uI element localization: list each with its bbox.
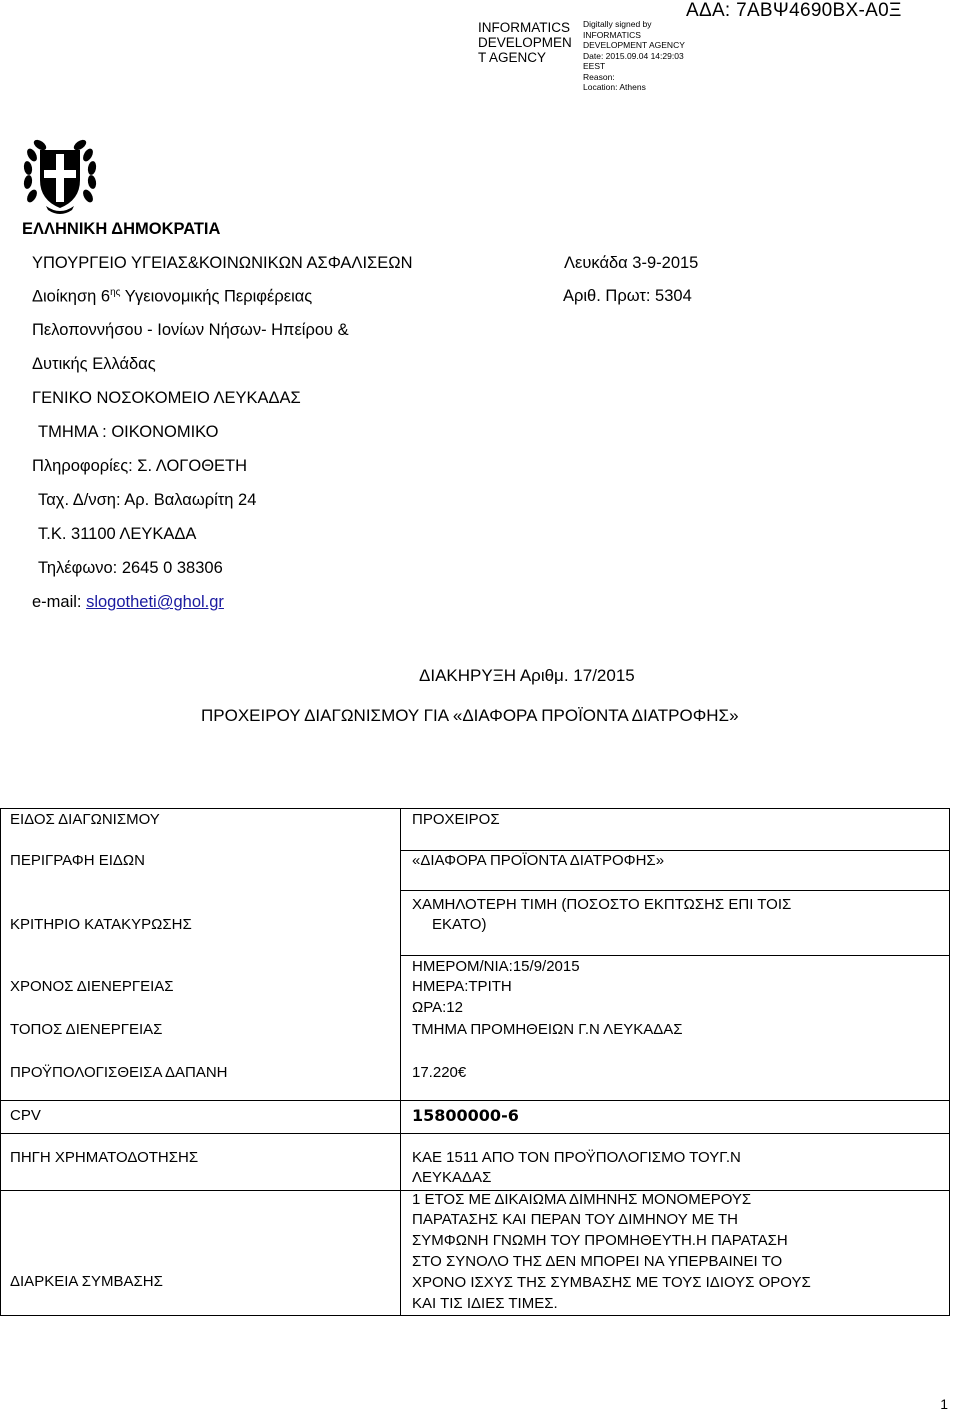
tender-day-value: ΗΜΕΡΑ:ΤΡΙΤΗ [412, 978, 512, 995]
protocol-number: Αριθ. Πρωτ: 5304 [563, 287, 692, 305]
ministry-name: ΥΠΟΥΡΓΕΙΟ ΥΓΕΙΑΣ&ΚΟΙΝΩΝΙΚΩΝ ΑΣΦΑΛΙΣΕΩΝ [32, 254, 413, 272]
email-label: e-mail: [32, 593, 87, 611]
email-line [32, 593, 224, 612]
department-name: ΤΜΗΜΑ : ΟΙΚΟΝΟΜΙΚΟ [38, 423, 219, 441]
budget-label: ΠΡΟΫΠΟΛΟΓΙΣΘΕΙΣΑ ΔΑΠΑΝΗ [10, 1064, 228, 1081]
tender-hour-value: ΩΡΑ:12 [412, 999, 463, 1016]
signature-meta-line: DEVELOPMENT AGENCY [583, 40, 685, 50]
signature-meta-line: Location: Athens [583, 82, 646, 92]
administration-suffix: Υγειονομικής Περιφέρειας [120, 287, 313, 306]
signature-meta-line: INFORMATICS [583, 29, 641, 40]
contract-duration-line: ΣΥΜΦΩΝΗ ΓΝΩΜΗ ΤΟΥ ΠΡΟΜΗΘΕΥΤΗ.Η ΠΑΡΑΤΑΣΗ [412, 1232, 788, 1249]
email-link[interactable]: slogotheti@ghol.gr [86, 593, 224, 611]
postal-address: Ταχ. Δ/νση: Αρ. Βαλαωρίτη 24 [38, 491, 257, 509]
signature-meta-line: Date: 2015.09.04 14:29:03 [583, 50, 684, 61]
signature-metadata [583, 19, 685, 93]
tender-place-label: ΤΟΠΟΣ ΔΙΕΝΕΡΓΕΙΑΣ [10, 1021, 163, 1038]
page-number: 1 [940, 1396, 948, 1412]
signer-org-line: DEVELOPMEN [478, 35, 572, 50]
tender-title: ΠΡΟΧΕΙΡΟΥ ΔΙΑΓΩΝΙΣΜΟΥ ΓΙΑ «ΔΙΑΦΟΡΑ ΠΡΟΪΟΝΤΑ ΔΙΑΤΡΟΦΗΣ» [201, 706, 739, 725]
contact-info: Πληροφορίες: Σ. ΛΟΓΟΘΕΤΗ [32, 457, 248, 475]
contract-duration-line: ΣΤΟ ΣΥΝΟΛΟ ΤΗΣ ΔΕΝ ΜΠΟΡΕΙ ΝΑ ΥΠΕΡΒΑΙΝΕΙ ΤΟ [412, 1253, 783, 1270]
funding-source-value-2: ΛΕΥΚΑΔΑΣ [412, 1169, 492, 1186]
table-row-divider [400, 955, 950, 956]
signature-meta-line: EEST [583, 61, 606, 71]
budget-value: 17.220€ [412, 1064, 467, 1081]
table-row-divider [0, 1100, 950, 1101]
award-criterion-value-2: ΕΚΑΤΟ) [432, 916, 487, 933]
signature-meta-line: Digitally signed by [583, 19, 652, 29]
ada-code: ΑΔΑ: 7ΑΒΨ4690ΒΧ-Α0Ξ [686, 0, 902, 21]
item-description-value: «ΔΙΑΦΟΡΑ ΠΡΟΪΟΝΤΑ ΔΙΑΤΡΟΦΗΣ» [412, 852, 665, 869]
contract-duration-line: ΚΑΙ ΤΙΣ ΙΔΙΕΣ ΤΙΜΕΣ. [412, 1295, 558, 1312]
region-line-2: Δυτικής Ελλάδας [32, 355, 156, 373]
administration-superscript: ης [110, 287, 121, 298]
table-column-divider [400, 808, 401, 1316]
signer-org-line: INFORMATICS [478, 20, 570, 35]
award-criterion-value-1: ΧΑΜΗΛΟΤΕΡΗ ΤΙΜΗ (ΠΟΣΟΣΤΟ ΕΚΠΤΩΣΗΣ ΕΠΙ ΤΟΙΣ [412, 896, 792, 913]
award-criterion-label: ΚΡΙΤΗΡΙΟ ΚΑΤΑΚΥΡΩΣΗΣ [10, 916, 192, 933]
funding-source-value-1: ΚΑΕ 1511 ΑΠΟ ΤΟΝ ΠΡΟΫΠΟΛΟΓΙΣΜΟ ΤΟΥΓ.Ν [412, 1149, 741, 1166]
contract-duration-label: ΔΙΑΡΚΕΙΑ ΣΥΜΒΑΣΗΣ [10, 1273, 163, 1290]
signature-meta-line: Reason: [583, 71, 615, 82]
declaration-number: ΔΙΑΚΗΡΥΞΗ Αριθμ. 17/2015 [419, 666, 635, 685]
tender-type-label: ΕΙΔΟΣ ΔΙΑΓΩΝΙΣΜΟΥ [10, 811, 160, 828]
funding-source-label: ΠΗΓΗ ΧΡΗΜΑΤΟΔΟΤΗΣΗΣ [10, 1149, 199, 1166]
tender-time-label: ΧΡΟΝΟΣ ΔΙΕΝΕΡΓΕΙΑΣ [10, 978, 174, 995]
table-row-divider [0, 1133, 950, 1134]
signer-org-line: T AGENCY [478, 50, 547, 65]
phone-number: Τηλέφωνο: 2645 0 38306 [38, 559, 223, 577]
postal-code: Τ.Κ. 31100 ΛΕΥΚΑΔΑ [38, 525, 197, 543]
document-date: Λευκάδα 3-9-2015 [564, 254, 699, 272]
greek-emblem-icon [22, 136, 98, 216]
region-line-1: Πελοποννήσου - Ιονίων Νήσων- Ηπείρου & [32, 321, 349, 339]
administration-line [32, 287, 312, 307]
contract-duration-line: ΧΡΟΝΟ ΙΣΧΥΣ ΤΗΣ ΣΥΜΒΑΣΗΣ ΜΕ ΤΟΥΣ ΙΔΙΟΥΣ ΟΡΟΥΣ [412, 1274, 811, 1291]
cpv-label: CPV [10, 1107, 41, 1124]
tender-type-value: ΠΡΟΧΕΙΡΟΣ [412, 811, 500, 828]
cpv-value: 15800000-6 [412, 1106, 519, 1125]
signer-organization [478, 20, 572, 65]
item-description-label: ΠΕΡΙΓΡΑΦΗ ΕΙΔΩΝ [10, 852, 145, 869]
tender-date-value: ΗΜΕΡΟΜ/ΝΙΑ:15/9/2015 [412, 958, 580, 975]
tender-place-value: ΤΜΗΜΑ ΠΡΟΜΗΘΕΙΩΝ Γ.Ν ΛΕΥΚΑΔΑΣ [412, 1021, 683, 1038]
contract-duration-line: 1 ΕΤΟΣ ΜΕ ΔΙΚΑΙΩΜΑ ΔΙΜΗΝΗΣ ΜΟΝΟΜΕΡΟΥΣ [412, 1191, 752, 1208]
table-row-divider [400, 890, 950, 891]
administration-prefix: Διοίκηση 6 [32, 287, 111, 306]
country-name: ΕΛΛΗΝΙΚΗ ΔΗΜΟΚΡΑΤΙΑ [22, 220, 221, 238]
contract-duration-line: ΠΑΡΑΤΑΣΗΣ ΚΑΙ ΠΕΡΑΝ ΤΟΥ ΔΙΜΗΝΟΥ ΜΕ ΤΗ [412, 1211, 739, 1228]
hospital-name: ΓΕΝΙΚΟ ΝΟΣΟΚΟΜΕΙΟ ΛΕΥΚΑΔΑΣ [32, 389, 301, 407]
